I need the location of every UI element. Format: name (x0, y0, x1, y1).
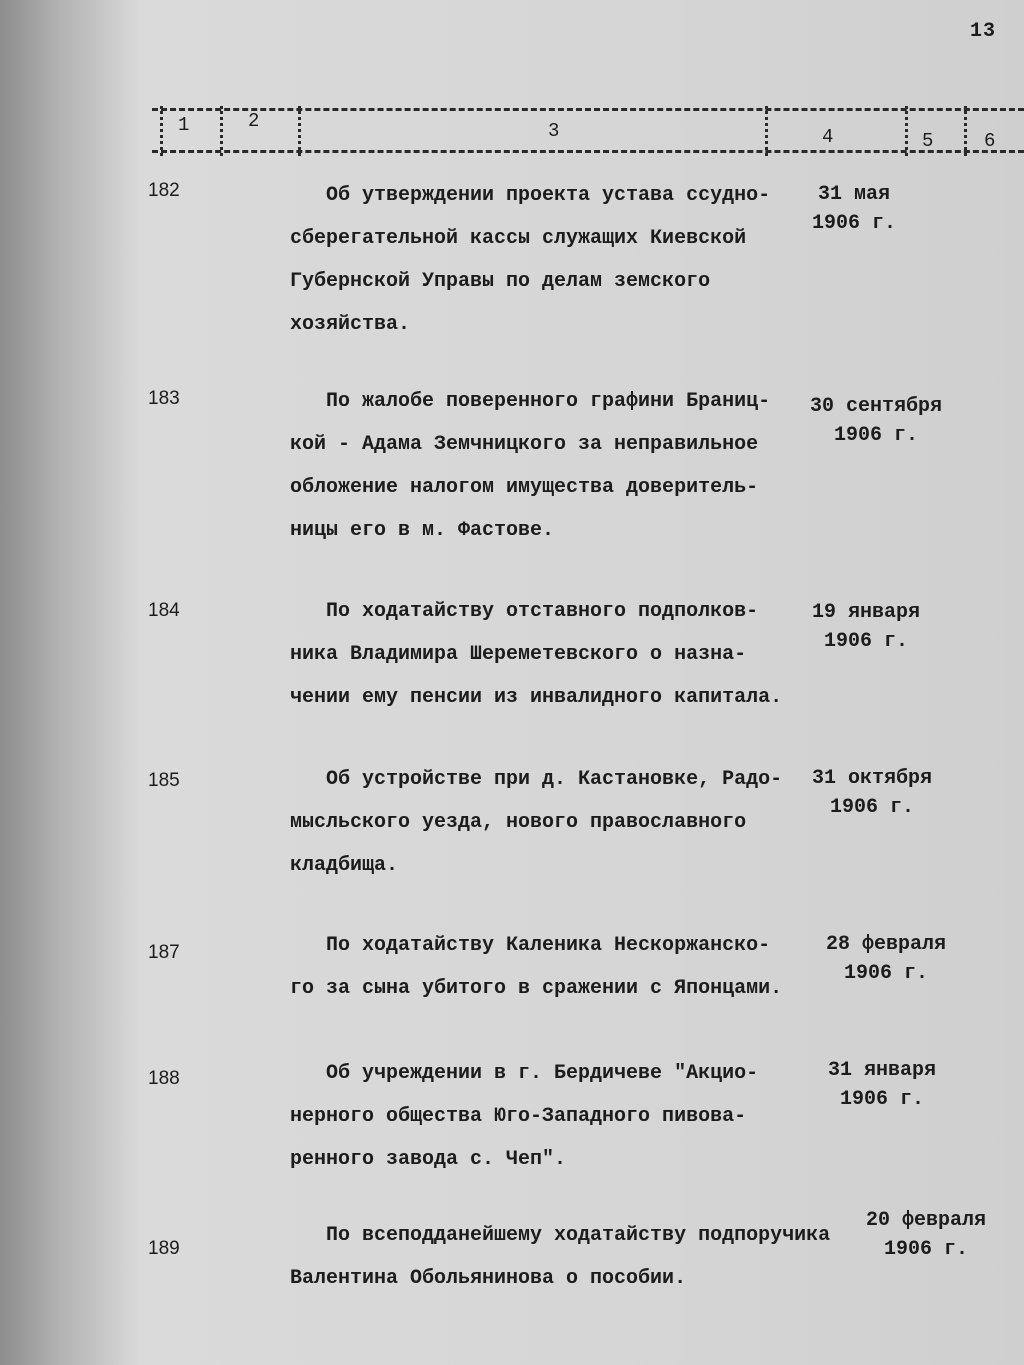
entry-description (290, 1214, 870, 1300)
column-separator (298, 106, 301, 156)
column-separator (964, 106, 967, 156)
entry-date-year: 1906 г. (834, 424, 919, 447)
entry-line: ника Владимира Шереметевского о назна- (290, 643, 747, 666)
entry-line: Об утверждении проекта устава ссудно- (290, 184, 771, 207)
entry-description (290, 1052, 810, 1181)
column-separator (160, 106, 163, 156)
column-separator (220, 106, 223, 156)
entry-date-year: 1906 г. (884, 1238, 969, 1261)
entry-date-year: 1906 г. (844, 962, 929, 985)
entry-line: обложение налогом имущества доверитель- (290, 476, 759, 499)
entry-line: По ходатайству Каленика Нескоржанско- (290, 934, 771, 957)
column-header-3: 3 (548, 120, 560, 142)
entry-line: Губернской Управы по делам земского (290, 270, 711, 293)
entry-date-day: 19 января (812, 601, 921, 624)
entry-line: Об учреждении в г. Бердичеве "Акцио- (290, 1062, 759, 1085)
entry-description (290, 174, 810, 346)
entry-line: хозяйства. (290, 313, 411, 336)
entry-number: 187 (148, 942, 180, 963)
entry-date (812, 764, 932, 822)
entry-line: чении ему пенсии из инвалидного капитала. (290, 686, 783, 709)
entry-line: нерного общества Юго-Западного пивова- (290, 1105, 747, 1128)
entry-description (290, 380, 810, 552)
column-separator (905, 106, 908, 156)
entry-description (290, 758, 810, 887)
entry-date (812, 598, 920, 656)
entry-number: 185 (148, 770, 180, 791)
page-number: 13 (969, 20, 996, 43)
entry-line: По жалобе поверенного графини Браниц- (290, 390, 771, 413)
entry-date-day: 31 января (828, 1059, 937, 1082)
entry-line: Об устройстве при д. Кастановке, Радо- (290, 768, 783, 791)
entry-line: По всеподданейшему ходатайству подпоручика (290, 1224, 831, 1247)
entry-date (826, 930, 946, 988)
entry-description (290, 590, 810, 719)
entry-date-day: 31 мая (818, 183, 891, 206)
entry-description (290, 924, 810, 1010)
entry-line: ницы его в м. Фастове. (290, 519, 555, 542)
column-separator (765, 106, 768, 156)
entry-line: го за сына убитого в сражении с Японцами. (290, 977, 783, 1000)
column-header-2: 2 (248, 110, 260, 132)
header-bottom-rule (152, 150, 1024, 153)
entry-number: 188 (148, 1068, 180, 1089)
entry-line: Валентина Обольянинова о пособии. (290, 1267, 687, 1290)
entry-date-year: 1906 г. (812, 212, 897, 235)
entry-date-day: 31 октября (812, 767, 933, 790)
column-header-4: 4 (822, 126, 834, 148)
entry-line: По ходатайству отставного подполков- (290, 600, 759, 623)
entry-date (810, 392, 942, 450)
entry-number: 183 (148, 388, 180, 409)
entry-date-year: 1906 г. (824, 630, 909, 653)
entry-number: 182 (148, 180, 180, 201)
entry-number: 189 (148, 1238, 180, 1259)
entry-number: 184 (148, 600, 180, 621)
header-top-rule (152, 108, 1024, 111)
entry-line: кладбища. (290, 854, 399, 877)
entry-line: мысльского уезда, нового православного (290, 811, 747, 834)
entry-line: ренного завода с. Чеп". (290, 1148, 567, 1171)
column-header-1: 1 (178, 114, 190, 136)
entry-date-day: 20 февраля (866, 1209, 987, 1232)
entry-date (828, 1056, 936, 1114)
entry-date-year: 1906 г. (840, 1088, 925, 1111)
column-header-6: 6 (984, 130, 996, 152)
page-shadow (0, 0, 140, 1365)
entry-date-year: 1906 г. (830, 796, 915, 819)
entry-date-day: 28 февраля (826, 933, 947, 956)
entry-line: сберегательной кассы служащих Киевской (290, 227, 747, 250)
column-header-5: 5 (922, 130, 934, 152)
entry-date (812, 180, 896, 238)
entry-line: кой - Адама Земчницкого за неправильное (290, 433, 759, 456)
entry-date (866, 1206, 986, 1264)
entry-date-day: 30 сентября (810, 395, 943, 418)
